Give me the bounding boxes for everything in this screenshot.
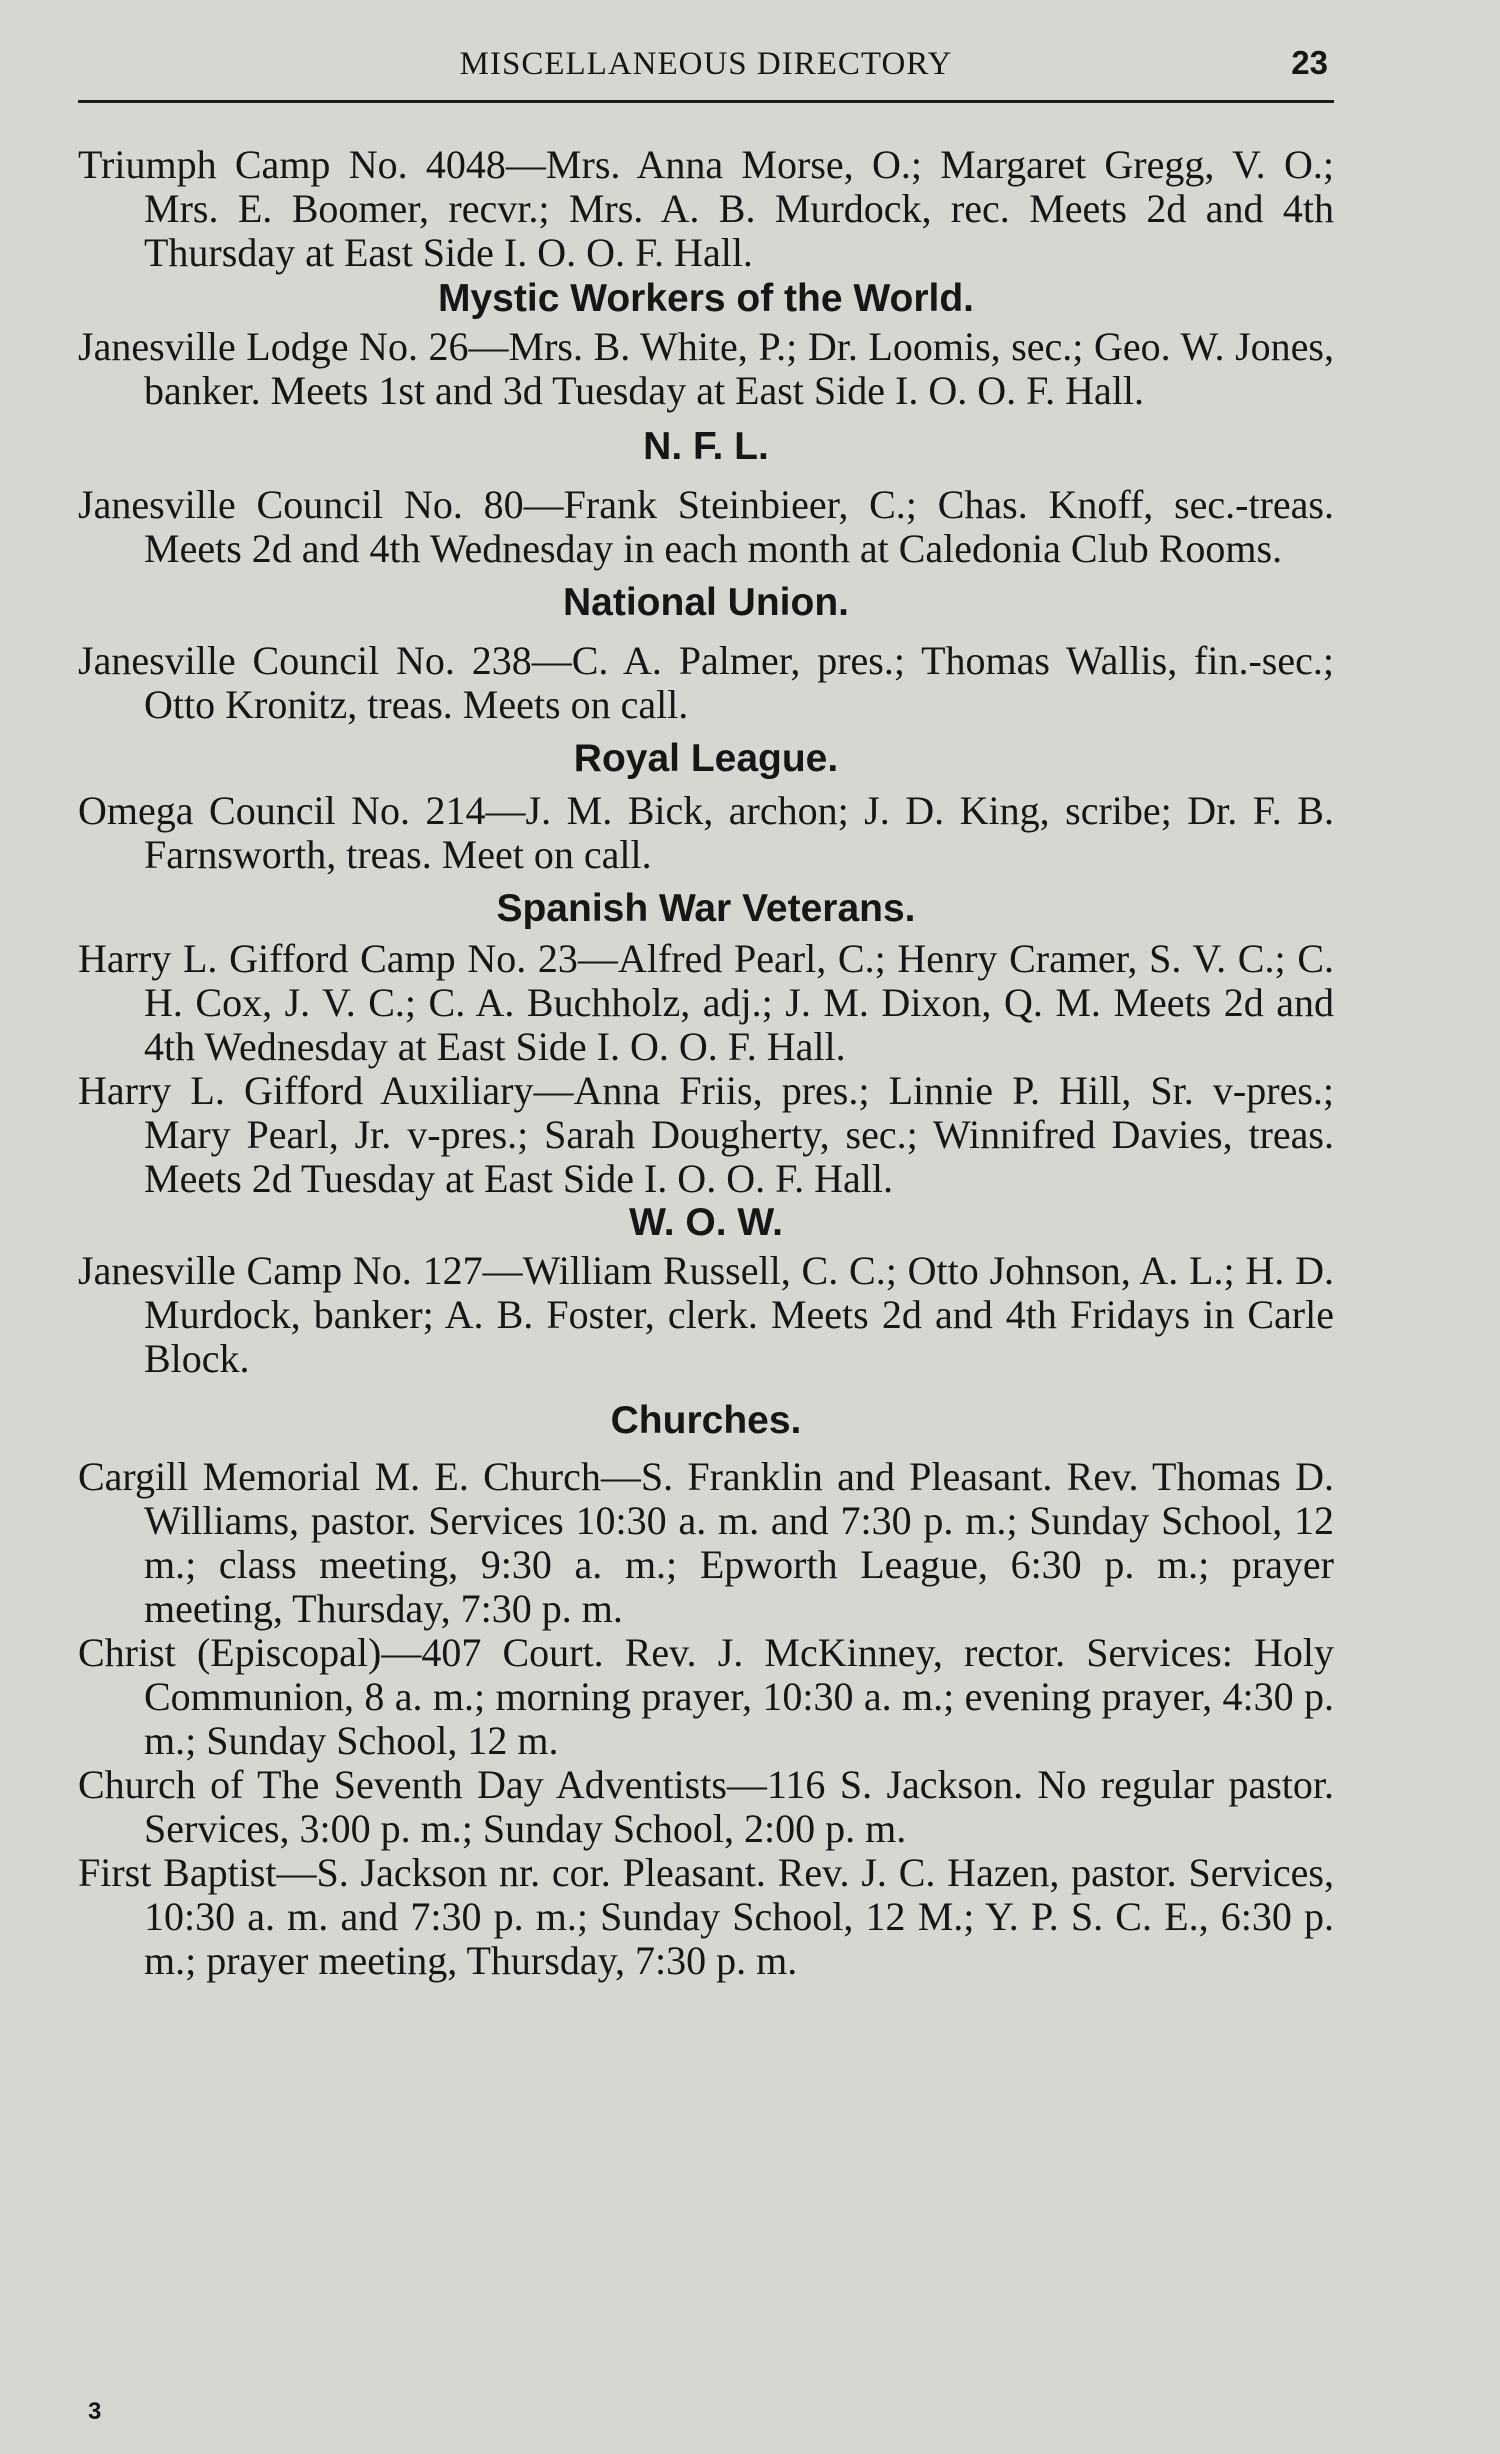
entry-janesville-lodge-26: Janesville Lodge No. 26—Mrs. B. White, P.; Dr. Loomis, sec.; Geo. W. Jones, banker. Meets 1st and 3d Tuesday at East Side I. O. O. F. Hall.: [78, 324, 1334, 413]
entry-cargill-memorial: Cargill Memorial M. E. Church—S. Franklin and Pleasant. Rev. Thomas D. Williams, pastor. Services 10:30 a. m. and 7:30 p. m.; Sunday School, 12 m.; class meeting, 9:30 a. m.; Epworth League, 6:30 p. m.; prayer meeting, Thursday, 7:30 p. m.: [78, 1454, 1334, 1631]
entry-gifford-camp-23: Harry L. Gifford Camp No. 23—Alfred Pearl, C.; Henry Cramer, S. V. C.; C. H. Cox, J. V. C.; C. A. Buchholz, adj.; J. M. Dixon, Q. M. Meets 2d and 4th Wednesday at East Side I. O. O. F. Hall.: [78, 936, 1334, 1069]
directory-page: [78, 40, 1334, 1983]
entry-seventh-day-adventists: Church of The Seventh Day Adventists—116 S. Jackson. No regular pastor. Services, 3:00 p. m.; Sunday School, 2:00 p. m.: [78, 1762, 1334, 1851]
running-title: MISCELLANEOUS DIRECTORY: [459, 46, 953, 82]
entry-janesville-council-80: Janesville Council No. 80—Frank Steinbieer, C.; Chas. Knoff, sec.-treas. Meets 2d and 4th Wednesday in each month at Caledonia Club Rooms.: [78, 482, 1334, 571]
entry-christ-episcopal: Christ (Episcopal)—407 Court. Rev. J. McKinney, rector. Services: Holy Communion, 8 a. m.; morning prayer, 10:30 a. m.; evening prayer, 4:30 p. m.; Sunday School, 12 m.: [78, 1630, 1334, 1763]
entry-janesville-camp-127: Janesville Camp No. 127—William Russell, C. C.; Otto Johnson, A. L.; H. D. Murdock, banker; A. B. Foster, clerk. Meets 2d and 4th Fridays in Carle Block.: [78, 1248, 1334, 1381]
entry-janesville-council-238: Janesville Council No. 238—C. A. Palmer, pres.; Thomas Wallis, fin.-sec.; Otto Kronitz, treas. Meets on call.: [78, 638, 1334, 727]
entry-omega-council-214: Omega Council No. 214—J. M. Bick, archon; J. D. King, scribe; Dr. F. B. Farnsworth, treas. Meet on call.: [78, 788, 1334, 877]
section-heading-national-union: National Union.: [563, 581, 849, 624]
section-heading-mystic-workers: Mystic Workers of the World.: [438, 277, 974, 320]
section-heading-royal-league: Royal League.: [573, 737, 839, 780]
entry-triumph-camp: Triumph Camp No. 4048—Mrs. Anna Morse, O.; Margaret Gregg, V. O.; Mrs. E. Boomer, recvr.; Mrs. A. B. Murdock, rec. Meets 2d and 4th Thursday at East Side I. O. O. F. Hall.: [78, 142, 1334, 275]
entry-gifford-auxiliary: Harry L. Gifford Auxiliary—Anna Friis, pres.; Linnie P. Hill, Sr. v-pres.; Mary Pearl, Jr. v-pres.; Sarah Dougherty, sec.; Winnifred Davies, treas. Meets 2d Tuesday at East Side I. O. O. F. Hall.: [78, 1068, 1334, 1201]
page-number: 23: [1291, 44, 1328, 81]
directory-content: [78, 143, 1334, 1983]
section-heading-churches: Churches.: [610, 1399, 802, 1442]
section-heading-wow: W. O. W.: [629, 1201, 783, 1244]
section-heading-spanish-war-veterans: Spanish War Veterans.: [496, 887, 916, 930]
entry-first-baptist: First Baptist—S. Jackson nr. cor. Pleasant. Rev. J. C. Hazen, pastor. Services, 10:30 a. m. and 7:30 p. m.; Sunday School, 12 M.; Y. P. S. C. E., 6:30 p. m.; prayer meeting, Thursday, 7:30 p. m.: [78, 1850, 1334, 1983]
section-heading-nfl: N. F. L.: [643, 425, 769, 468]
signature-mark: 3: [88, 2398, 102, 2425]
running-head: [78, 40, 1334, 103]
